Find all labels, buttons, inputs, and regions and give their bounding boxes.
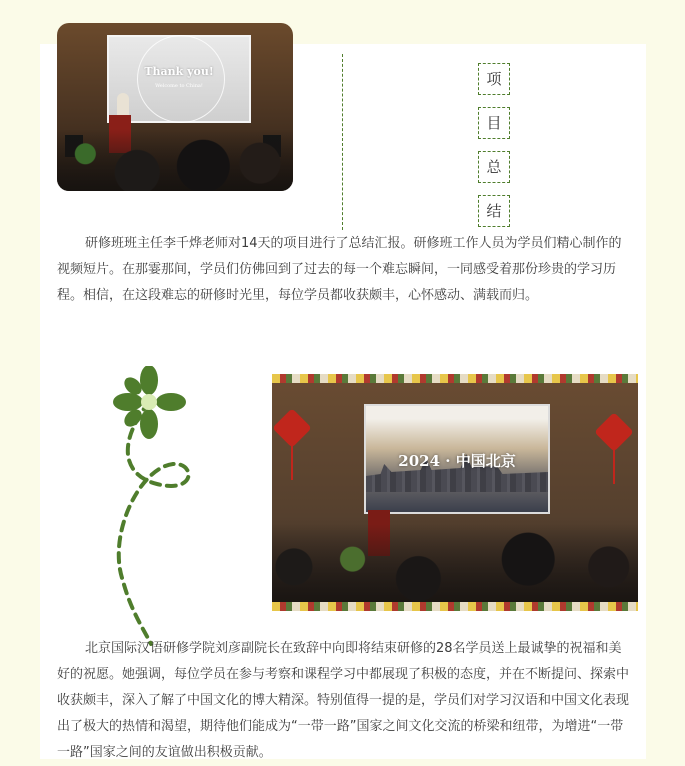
slide-subtitle: Welcome to China! xyxy=(155,83,203,89)
title-char: 项 xyxy=(478,63,510,95)
photo-closing-ceremony xyxy=(272,374,638,611)
audience xyxy=(272,524,638,602)
paragraph-speech: 北京国际汉语研修学院刘彦副院长在致辞中向即将结束研修的28名学员送上最诚挚的祝福和美好的祝愿。她强调，每位学员在参与考察和课程学习中都展现了积极的态度，并在不断提问、探索中收获颇丰，深入了解了中国文化的博大精深。特别值得一提的是，学员们对学习汉语和中国文化表现出了极大的热情和渴望，期待他们能成为“一带一路”国家之间文化交流的桥梁和纽带，为增进“一带一路”国家之间的友谊做出积极贡献。 xyxy=(57,641,630,760)
photo-speaker-thank-you xyxy=(57,23,293,191)
title-char: 结 xyxy=(478,195,510,227)
section-title-vertical xyxy=(478,63,512,239)
title-char: 总 xyxy=(478,151,510,183)
divider-line xyxy=(342,54,343,230)
audience xyxy=(57,129,293,191)
title-char: 目 xyxy=(478,107,510,139)
decorative-border xyxy=(272,374,638,383)
flower-decoration-icon xyxy=(105,366,210,646)
slide-title: 2024 · 中国北京 xyxy=(398,452,516,470)
paragraph-summary: 研修班班主任李千烨老师对14天的项目进行了总结汇报。研修班工作人员为学员们精心制作的视频短片。在那霎那间，学员们仿佛回到了过去的每一个难忘瞬间，一同感受着那份珍贵的学习历程。相信，在这段难忘的研修时光里，每位学员都收获颇丰，心怀感动、满载而归。 xyxy=(57,236,622,303)
decorative-border xyxy=(272,602,638,611)
slide-title: Thank you! xyxy=(144,65,214,78)
projection-screen xyxy=(364,404,550,514)
